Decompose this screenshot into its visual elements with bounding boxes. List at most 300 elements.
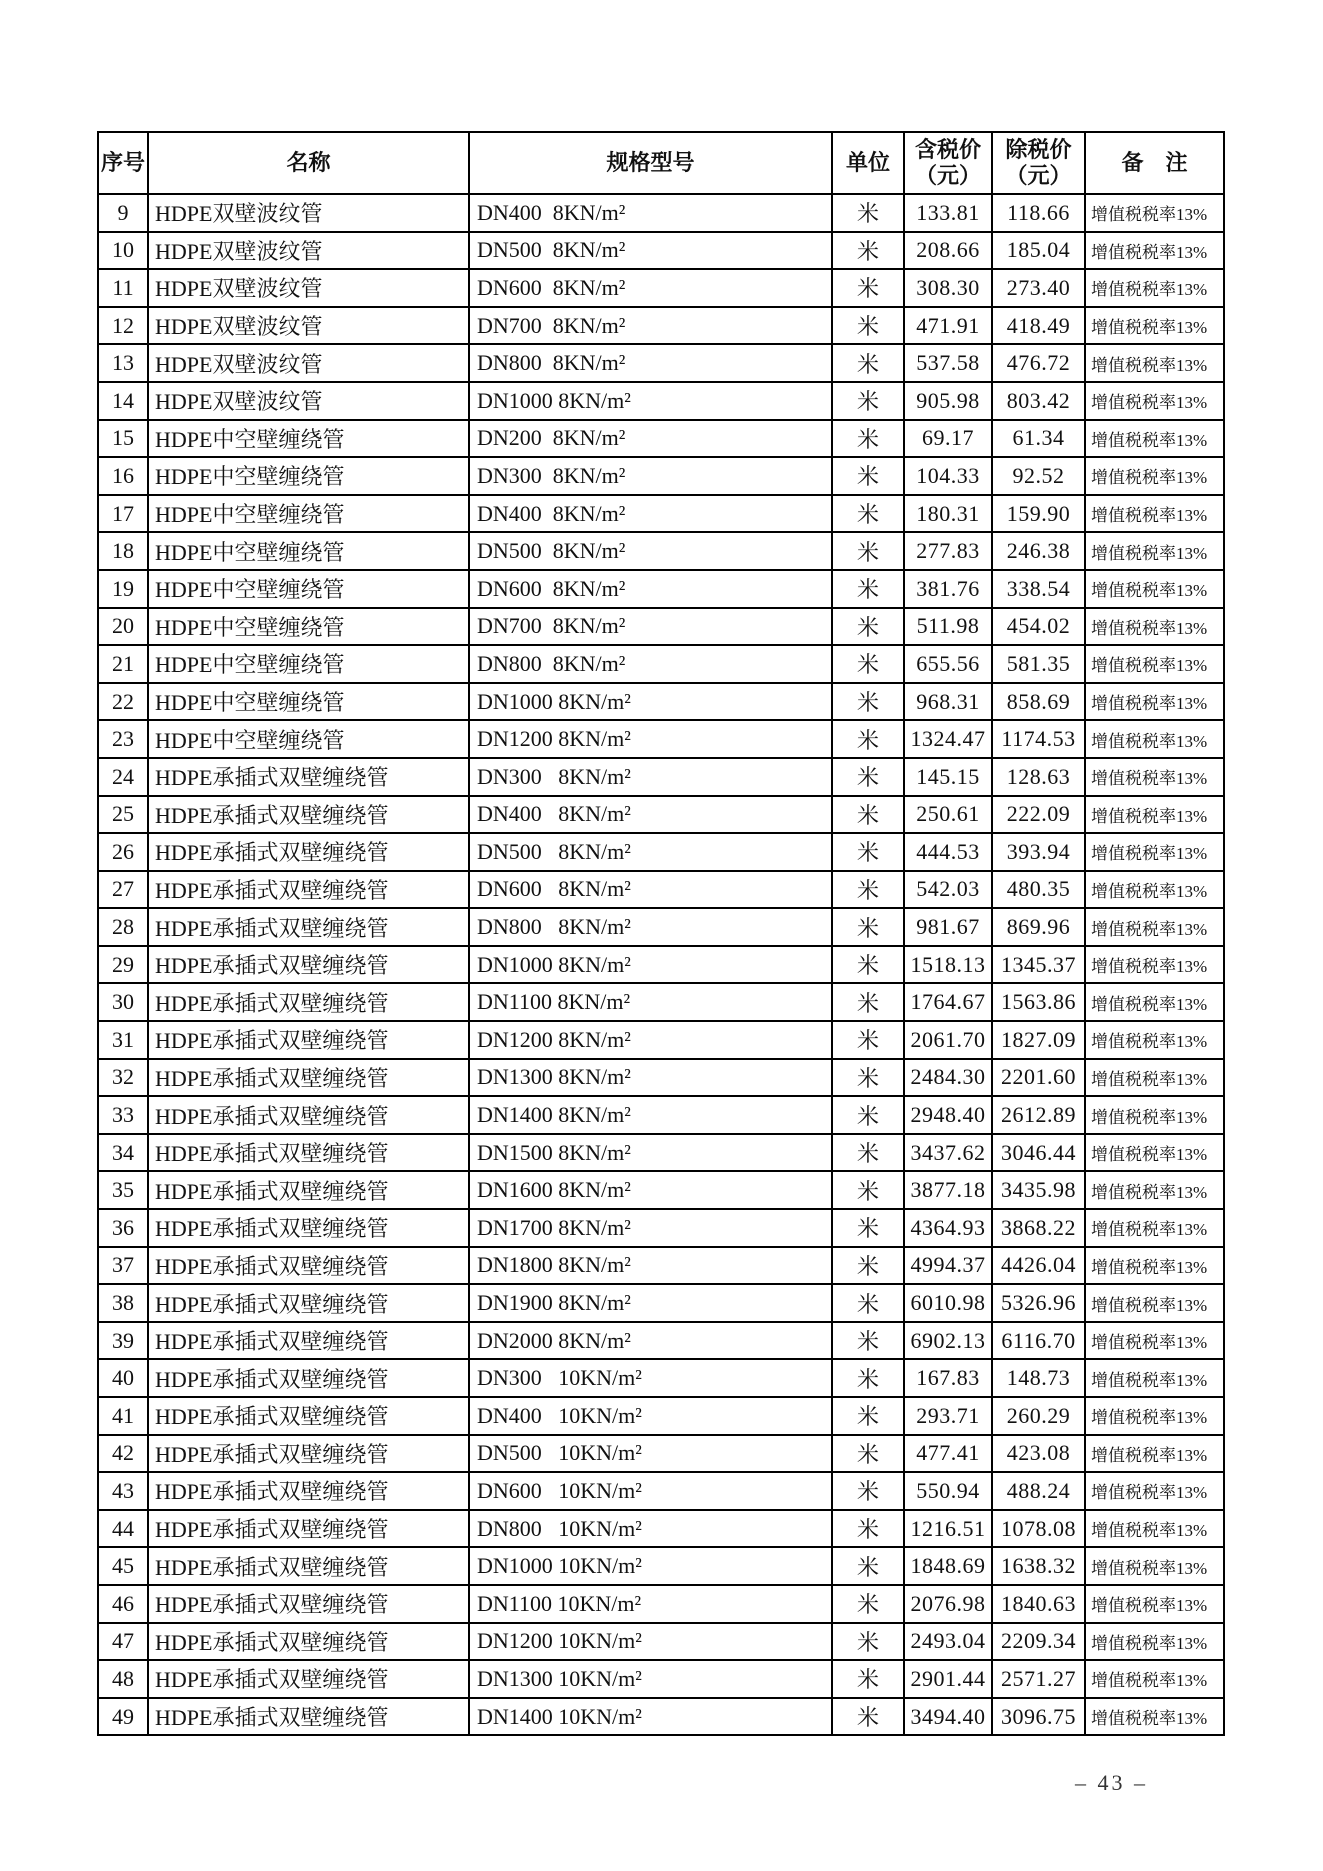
- product-name: HDPE承插式双壁缠绕管: [148, 908, 469, 946]
- price-with-tax: 4994.37: [904, 1247, 992, 1285]
- price-without-tax: 2201.60: [992, 1059, 1085, 1097]
- price-without-tax: 1078.08: [992, 1510, 1085, 1548]
- product-name: HDPE承插式双壁缠绕管: [148, 1284, 469, 1322]
- col-header-price-with-tax-line1: 含税价: [914, 136, 981, 162]
- unit-label: 米: [832, 758, 904, 796]
- table-row: [98, 1623, 1224, 1661]
- spec-model: DN1800 8KN/m²: [469, 1247, 832, 1285]
- spec-model: DN500 8KN/m²: [469, 532, 832, 570]
- remark: 增值税税率13%: [1085, 1171, 1224, 1209]
- table-row: [98, 232, 1224, 270]
- unit-label: 米: [832, 1623, 904, 1661]
- unit-label: 米: [832, 683, 904, 721]
- price-without-tax: 159.90: [992, 495, 1085, 533]
- price-with-tax: 542.03: [904, 871, 992, 909]
- price-with-tax: 133.81: [904, 194, 992, 232]
- row-index: 17: [98, 495, 148, 533]
- price-with-tax: 511.98: [904, 608, 992, 646]
- price-with-tax: 250.61: [904, 796, 992, 834]
- price-without-tax: 488.24: [992, 1472, 1085, 1510]
- price-without-tax: 1840.63: [992, 1585, 1085, 1623]
- table-row: [98, 194, 1224, 232]
- row-index: 23: [98, 720, 148, 758]
- price-without-tax: 2209.34: [992, 1623, 1085, 1661]
- table-row: [98, 1585, 1224, 1623]
- price-with-tax: 381.76: [904, 570, 992, 608]
- remark: 增值税税率13%: [1085, 382, 1224, 420]
- price-without-tax: 3096.75: [992, 1698, 1085, 1736]
- row-index: 12: [98, 307, 148, 345]
- spec-model: DN1300 10KN/m²: [469, 1660, 832, 1698]
- product-name: HDPE承插式双壁缠绕管: [148, 1510, 469, 1548]
- price-without-tax: 1827.09: [992, 1021, 1085, 1059]
- spec-model: DN1000 10KN/m²: [469, 1547, 832, 1585]
- price-without-tax: 1638.32: [992, 1547, 1085, 1585]
- remark: 增值税税率13%: [1085, 645, 1224, 683]
- product-name: HDPE承插式双壁缠绕管: [148, 1698, 469, 1736]
- unit-label: 米: [832, 1171, 904, 1209]
- unit-label: 米: [832, 796, 904, 834]
- price-with-tax: 308.30: [904, 269, 992, 307]
- table-row: [98, 683, 1224, 721]
- price-with-tax: 537.58: [904, 344, 992, 382]
- spec-model: DN300 8KN/m²: [469, 457, 832, 495]
- price-with-tax: 293.71: [904, 1397, 992, 1435]
- table-row: [98, 307, 1224, 345]
- spec-model: DN800 10KN/m²: [469, 1510, 832, 1548]
- spec-model: DN1000 8KN/m²: [469, 382, 832, 420]
- table-row: [98, 1547, 1224, 1585]
- row-index: 40: [98, 1359, 148, 1397]
- remark: 增值税税率13%: [1085, 1134, 1224, 1172]
- row-index: 39: [98, 1322, 148, 1360]
- remark: 增值税税率13%: [1085, 269, 1224, 307]
- unit-label: 米: [832, 307, 904, 345]
- price-with-tax: 1848.69: [904, 1547, 992, 1585]
- price-without-tax: 393.94: [992, 833, 1085, 871]
- product-name: HDPE承插式双壁缠绕管: [148, 758, 469, 796]
- price-with-tax: 2948.40: [904, 1096, 992, 1134]
- spec-model: DN800 8KN/m²: [469, 645, 832, 683]
- table-row: [98, 1660, 1224, 1698]
- price-with-tax: 905.98: [904, 382, 992, 420]
- product-name: HDPE承插式双壁缠绕管: [148, 1472, 469, 1510]
- price-without-tax: 273.40: [992, 269, 1085, 307]
- row-index: 15: [98, 420, 148, 458]
- price-without-tax: 118.66: [992, 194, 1085, 232]
- table-row: [98, 833, 1224, 871]
- unit-label: 米: [832, 1698, 904, 1736]
- col-header-index: 序号: [98, 132, 148, 194]
- row-index: 16: [98, 457, 148, 495]
- table-row: [98, 608, 1224, 646]
- remark: 增值税税率13%: [1085, 946, 1224, 984]
- spec-model: DN600 10KN/m²: [469, 1472, 832, 1510]
- product-name: HDPE中空壁缠绕管: [148, 570, 469, 608]
- remark: 增值税税率13%: [1085, 1510, 1224, 1548]
- price-without-tax: 581.35: [992, 645, 1085, 683]
- col-header-price-without-tax-line2: （元）: [1005, 163, 1072, 188]
- unit-label: 米: [832, 570, 904, 608]
- price-without-tax: 2571.27: [992, 1660, 1085, 1698]
- remark: 增值税税率13%: [1085, 570, 1224, 608]
- unit-label: 米: [832, 833, 904, 871]
- row-index: 24: [98, 758, 148, 796]
- row-index: 14: [98, 382, 148, 420]
- unit-label: 米: [832, 1096, 904, 1134]
- price-with-tax: 1764.67: [904, 983, 992, 1021]
- unit-label: 米: [832, 1435, 904, 1473]
- price-with-tax: 6902.13: [904, 1322, 992, 1360]
- spec-model: DN800 8KN/m²: [469, 344, 832, 382]
- table-row: [98, 1209, 1224, 1247]
- unit-label: 米: [832, 1472, 904, 1510]
- spec-model: DN1000 8KN/m²: [469, 683, 832, 721]
- price-without-tax: 869.96: [992, 908, 1085, 946]
- price-with-tax: 968.31: [904, 683, 992, 721]
- remark: 增值税税率13%: [1085, 1585, 1224, 1623]
- price-without-tax: 6116.70: [992, 1322, 1085, 1360]
- product-name: HDPE承插式双壁缠绕管: [148, 1547, 469, 1585]
- row-index: 33: [98, 1096, 148, 1134]
- remark: 增值税税率13%: [1085, 1397, 1224, 1435]
- price-without-tax: 92.52: [992, 457, 1085, 495]
- price-without-tax: 454.02: [992, 608, 1085, 646]
- table-row: [98, 1698, 1224, 1736]
- table-row: [98, 457, 1224, 495]
- table-row: [98, 758, 1224, 796]
- price-with-tax: 3877.18: [904, 1171, 992, 1209]
- price-with-tax: 2901.44: [904, 1660, 992, 1698]
- unit-label: 米: [832, 1059, 904, 1097]
- remark: 增值税税率13%: [1085, 720, 1224, 758]
- table-row: [98, 532, 1224, 570]
- unit-label: 米: [832, 1134, 904, 1172]
- product-name: HDPE中空壁缠绕管: [148, 495, 469, 533]
- spec-model: DN500 8KN/m²: [469, 833, 832, 871]
- price-with-tax: 2493.04: [904, 1623, 992, 1661]
- price-with-tax: 4364.93: [904, 1209, 992, 1247]
- remark: 增值税税率13%: [1085, 1623, 1224, 1661]
- remark: 增值税税率13%: [1085, 532, 1224, 570]
- spec-model: DN700 8KN/m²: [469, 608, 832, 646]
- remark: 增值税税率13%: [1085, 307, 1224, 345]
- row-index: 20: [98, 608, 148, 646]
- table-row: [98, 1247, 1224, 1285]
- price-with-tax: 550.94: [904, 1472, 992, 1510]
- table-row: [98, 1059, 1224, 1097]
- remark: 增值税税率13%: [1085, 457, 1224, 495]
- spec-model: DN1400 8KN/m²: [469, 1096, 832, 1134]
- product-name: HDPE承插式双壁缠绕管: [148, 1171, 469, 1209]
- remark: 增值税税率13%: [1085, 1435, 1224, 1473]
- price-without-tax: 246.38: [992, 532, 1085, 570]
- col-header-price-with-tax-line2: （元）: [914, 163, 981, 188]
- row-index: 19: [98, 570, 148, 608]
- unit-label: 米: [832, 1397, 904, 1435]
- unit-label: 米: [832, 608, 904, 646]
- product-name: HDPE中空壁缠绕管: [148, 420, 469, 458]
- row-index: 9: [98, 194, 148, 232]
- price-without-tax: 1563.86: [992, 983, 1085, 1021]
- price-with-tax: 981.67: [904, 908, 992, 946]
- row-index: 29: [98, 946, 148, 984]
- spec-model: DN600 8KN/m²: [469, 269, 832, 307]
- table-row: [98, 1096, 1224, 1134]
- row-index: 25: [98, 796, 148, 834]
- spec-model: DN400 8KN/m²: [469, 194, 832, 232]
- remark: 增值税税率13%: [1085, 495, 1224, 533]
- table-row: [98, 1510, 1224, 1548]
- remark: 增值税税率13%: [1085, 983, 1224, 1021]
- remark: 增值税税率13%: [1085, 833, 1224, 871]
- product-name: HDPE双壁波纹管: [148, 194, 469, 232]
- price-with-tax: 3494.40: [904, 1698, 992, 1736]
- remark: 增值税税率13%: [1085, 1284, 1224, 1322]
- price-with-tax: 2076.98: [904, 1585, 992, 1623]
- row-index: 11: [98, 269, 148, 307]
- col-header-price-without-tax-line1: 除税价: [1005, 136, 1072, 162]
- price-without-tax: 222.09: [992, 796, 1085, 834]
- spec-model: DN1700 8KN/m²: [469, 1209, 832, 1247]
- table-row: [98, 1397, 1224, 1435]
- table-row: [98, 495, 1224, 533]
- spec-model: DN400 8KN/m²: [469, 796, 832, 834]
- table-row: [98, 344, 1224, 382]
- spec-model: DN2000 8KN/m²: [469, 1322, 832, 1360]
- remark: 增值税税率13%: [1085, 344, 1224, 382]
- price-with-tax: 6010.98: [904, 1284, 992, 1322]
- product-name: HDPE承插式双壁缠绕管: [148, 983, 469, 1021]
- unit-label: 米: [832, 269, 904, 307]
- remark: 增值税税率13%: [1085, 1096, 1224, 1134]
- product-name: HDPE承插式双壁缠绕管: [148, 1585, 469, 1623]
- row-index: 21: [98, 645, 148, 683]
- product-name: HDPE中空壁缠绕管: [148, 457, 469, 495]
- price-without-tax: 3046.44: [992, 1134, 1085, 1172]
- unit-label: 米: [832, 1585, 904, 1623]
- spec-model: DN1200 8KN/m²: [469, 1021, 832, 1059]
- row-index: 32: [98, 1059, 148, 1097]
- table-row: [98, 645, 1224, 683]
- product-name: HDPE中空壁缠绕管: [148, 645, 469, 683]
- spec-model: DN600 8KN/m²: [469, 570, 832, 608]
- spec-model: DN500 8KN/m²: [469, 232, 832, 270]
- page-number: – 43 –: [1075, 1770, 1148, 1795]
- remark: 增值税税率13%: [1085, 1021, 1224, 1059]
- spec-model: DN1600 8KN/m²: [469, 1171, 832, 1209]
- spec-model: DN1200 10KN/m²: [469, 1623, 832, 1661]
- unit-label: 米: [832, 344, 904, 382]
- remark: 增值税税率13%: [1085, 1359, 1224, 1397]
- row-index: 28: [98, 908, 148, 946]
- unit-label: 米: [832, 1660, 904, 1698]
- row-index: 31: [98, 1021, 148, 1059]
- price-with-tax: 3437.62: [904, 1134, 992, 1172]
- row-index: 34: [98, 1134, 148, 1172]
- table-row: [98, 1021, 1224, 1059]
- row-index: 26: [98, 833, 148, 871]
- spec-model: DN300 10KN/m²: [469, 1359, 832, 1397]
- spec-model: DN700 8KN/m²: [469, 307, 832, 345]
- price-without-tax: 1345.37: [992, 946, 1085, 984]
- product-name: HDPE承插式双壁缠绕管: [148, 1134, 469, 1172]
- row-index: 22: [98, 683, 148, 721]
- price-with-tax: 104.33: [904, 457, 992, 495]
- price-table: [97, 131, 1225, 1736]
- spec-model: DN200 8KN/m²: [469, 420, 832, 458]
- spec-model: DN300 8KN/m²: [469, 758, 832, 796]
- row-index: 27: [98, 871, 148, 909]
- unit-label: 米: [832, 457, 904, 495]
- product-name: HDPE承插式双壁缠绕管: [148, 1623, 469, 1661]
- price-without-tax: 5326.96: [992, 1284, 1085, 1322]
- unit-label: 米: [832, 1322, 904, 1360]
- remark: 增值税税率13%: [1085, 420, 1224, 458]
- unit-label: 米: [832, 1510, 904, 1548]
- spec-model: DN1900 8KN/m²: [469, 1284, 832, 1322]
- spec-model: DN1200 8KN/m²: [469, 720, 832, 758]
- unit-label: 米: [832, 983, 904, 1021]
- product-name: HDPE中空壁缠绕管: [148, 683, 469, 721]
- product-name: HDPE双壁波纹管: [148, 344, 469, 382]
- remark: 增值税税率13%: [1085, 194, 1224, 232]
- remark: 增值税税率13%: [1085, 758, 1224, 796]
- row-index: 42: [98, 1435, 148, 1473]
- unit-label: 米: [832, 645, 904, 683]
- row-index: 41: [98, 1397, 148, 1435]
- remark: 增值税税率13%: [1085, 796, 1224, 834]
- row-index: 47: [98, 1623, 148, 1661]
- table-row: [98, 871, 1224, 909]
- price-without-tax: 3868.22: [992, 1209, 1085, 1247]
- table-row: [98, 1435, 1224, 1473]
- row-index: 13: [98, 344, 148, 382]
- product-name: HDPE承插式双壁缠绕管: [148, 1059, 469, 1097]
- remark: 增值税税率13%: [1085, 908, 1224, 946]
- product-name: HDPE承插式双壁缠绕管: [148, 833, 469, 871]
- row-index: 49: [98, 1698, 148, 1736]
- row-index: 30: [98, 983, 148, 1021]
- product-name: HDPE承插式双壁缠绕管: [148, 1660, 469, 1698]
- price-without-tax: 423.08: [992, 1435, 1085, 1473]
- price-with-tax: 444.53: [904, 833, 992, 871]
- product-name: HDPE承插式双壁缠绕管: [148, 1247, 469, 1285]
- price-without-tax: 128.63: [992, 758, 1085, 796]
- row-index: 43: [98, 1472, 148, 1510]
- price-without-tax: 185.04: [992, 232, 1085, 270]
- unit-label: 米: [832, 1284, 904, 1322]
- spec-model: DN1100 8KN/m²: [469, 983, 832, 1021]
- product-name: HDPE承插式双壁缠绕管: [148, 1359, 469, 1397]
- price-with-tax: 1518.13: [904, 946, 992, 984]
- spec-model: DN1400 10KN/m²: [469, 1698, 832, 1736]
- table-row: [98, 420, 1224, 458]
- spec-model: DN1000 8KN/m²: [469, 946, 832, 984]
- price-with-tax: 2484.30: [904, 1059, 992, 1097]
- product-name: HDPE承插式双壁缠绕管: [148, 871, 469, 909]
- remark: 增值税税率13%: [1085, 232, 1224, 270]
- price-with-tax: 471.91: [904, 307, 992, 345]
- table-row: [98, 1171, 1224, 1209]
- row-index: 45: [98, 1547, 148, 1585]
- spec-model: DN500 10KN/m²: [469, 1435, 832, 1473]
- table-row: [98, 908, 1224, 946]
- table-row: [98, 720, 1224, 758]
- price-with-tax: 69.17: [904, 420, 992, 458]
- unit-label: 米: [832, 1021, 904, 1059]
- price-with-tax: 477.41: [904, 1435, 992, 1473]
- price-with-tax: 180.31: [904, 495, 992, 533]
- spec-model: DN1500 8KN/m²: [469, 1134, 832, 1172]
- product-name: HDPE承插式双壁缠绕管: [148, 1322, 469, 1360]
- spec-model: DN1100 10KN/m²: [469, 1585, 832, 1623]
- unit-label: 米: [832, 720, 904, 758]
- row-index: 10: [98, 232, 148, 270]
- price-without-tax: 418.49: [992, 307, 1085, 345]
- price-with-tax: 167.83: [904, 1359, 992, 1397]
- product-name: HDPE承插式双壁缠绕管: [148, 1397, 469, 1435]
- row-index: 46: [98, 1585, 148, 1623]
- row-index: 37: [98, 1247, 148, 1285]
- table-row: [98, 946, 1224, 984]
- unit-label: 米: [832, 1209, 904, 1247]
- remark: 增值税税率13%: [1085, 1698, 1224, 1736]
- remark: 增值税税率13%: [1085, 1547, 1224, 1585]
- product-name: HDPE承插式双壁缠绕管: [148, 1435, 469, 1473]
- product-name: HDPE中空壁缠绕管: [148, 720, 469, 758]
- product-name: HDPE中空壁缠绕管: [148, 532, 469, 570]
- product-name: HDPE承插式双壁缠绕管: [148, 1209, 469, 1247]
- table-row: [98, 1284, 1224, 1322]
- product-name: HDPE双壁波纹管: [148, 269, 469, 307]
- price-without-tax: 260.29: [992, 1397, 1085, 1435]
- price-without-tax: 4426.04: [992, 1247, 1085, 1285]
- remark: 增值税税率13%: [1085, 1209, 1224, 1247]
- table-row: [98, 796, 1224, 834]
- remark: 增值税税率13%: [1085, 608, 1224, 646]
- unit-label: 米: [832, 908, 904, 946]
- product-name: HDPE承插式双壁缠绕管: [148, 1021, 469, 1059]
- remark: 增值税税率13%: [1085, 1247, 1224, 1285]
- table-row: [98, 1322, 1224, 1360]
- product-name: HDPE双壁波纹管: [148, 307, 469, 345]
- unit-label: 米: [832, 495, 904, 533]
- spec-model: DN800 8KN/m²: [469, 908, 832, 946]
- table-row: [98, 1134, 1224, 1172]
- price-with-tax: 1324.47: [904, 720, 992, 758]
- unit-label: 米: [832, 420, 904, 458]
- unit-label: 米: [832, 1247, 904, 1285]
- unit-label: 米: [832, 871, 904, 909]
- unit-label: 米: [832, 232, 904, 270]
- product-name: HDPE承插式双壁缠绕管: [148, 796, 469, 834]
- unit-label: 米: [832, 1547, 904, 1585]
- price-with-tax: 145.15: [904, 758, 992, 796]
- table-row: [98, 269, 1224, 307]
- price-without-tax: 480.35: [992, 871, 1085, 909]
- price-without-tax: 148.73: [992, 1359, 1085, 1397]
- remark: 增值税税率13%: [1085, 683, 1224, 721]
- remark: 增值税税率13%: [1085, 871, 1224, 909]
- col-header-remark: 备 注: [1085, 132, 1224, 194]
- row-index: 35: [98, 1171, 148, 1209]
- row-index: 18: [98, 532, 148, 570]
- price-without-tax: 2612.89: [992, 1096, 1085, 1134]
- price-with-tax: 208.66: [904, 232, 992, 270]
- price-with-tax: 2061.70: [904, 1021, 992, 1059]
- product-name: HDPE中空壁缠绕管: [148, 608, 469, 646]
